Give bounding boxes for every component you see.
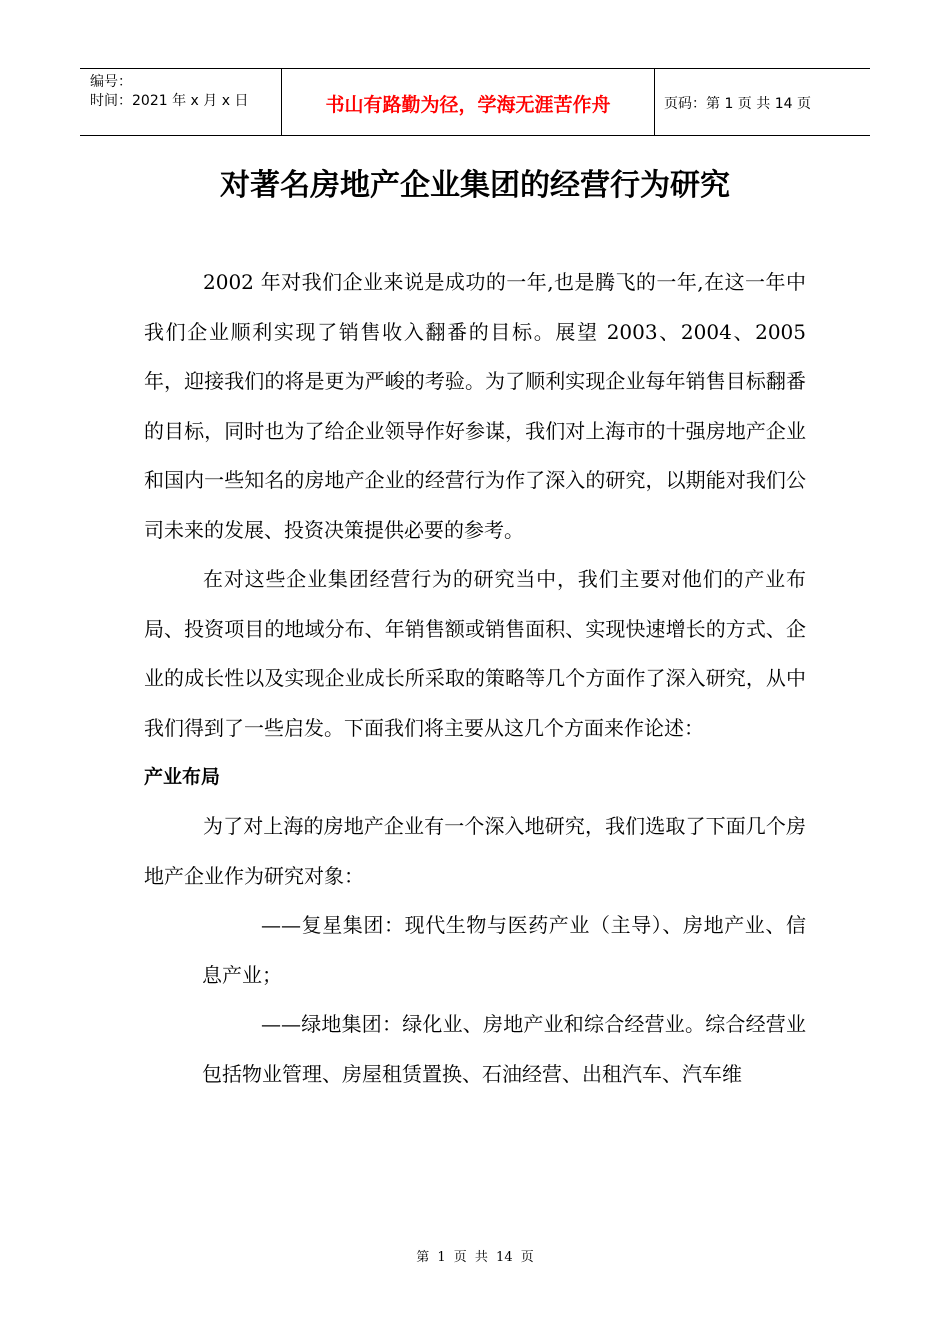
paragraph: 在对这些企业集团经营行为的研究当中，我们主要对他们的产业布局、投资项目的地域分布、年销售额或销售面积、实现快速增长的方式、企业的成长性以及实现企业成长所采取的策略等几个方面作了深入研究，从中我们得到了一些启发。下面我们将主要从这几个方面来作论述： [144, 567, 806, 740]
header-page-info: 页码：第 1 页 共 14 页 [664, 96, 811, 112]
header-divider [654, 69, 655, 135]
document-title: 对著名房地产企业集团的经营行为研究 [220, 168, 730, 203]
header-motto: 书山有路勤为径，学海无涯苦作舟 [325, 93, 611, 116]
list-item: ——复星集团：现代生物与医药产业（主导）、房地产业、信息产业； [202, 913, 806, 987]
document-body [144, 258, 806, 1099]
section-heading: 产业布局 [144, 766, 221, 788]
header-table [80, 68, 870, 136]
page-footer: 第 1 页 共 14 页 [416, 1250, 534, 1265]
paragraph: 为了对上海的房地产企业有一个深入地研究，我们选取了下面几个房地产企业作为研究对象： [144, 814, 806, 888]
list-item: ——绿地集团：绿化业、房地产业和综合经营业。综合经营业包括物业管理、房屋租赁置换、石油经营、出租汽车、汽车维 [202, 1012, 806, 1086]
time-label: 时间：2021 年 x 月 x 日 [90, 93, 249, 109]
number-label: 编号： [90, 74, 132, 90]
paragraph: 2002 年对我们企业来说是成功的一年,也是腾飞的一年,在这一年中我们企业顺利实现了销售收入翻番的目标。展望 2003、2004、2005 年，迎接我们的将是更为严峻的考验。为了顺利实现企业每年销售目标翻番的目标，同时也为了给企业领导作好参谋，我们对上海市的十强房地产企业和国内一些知名的房地产企业的经营行为作了深入的研究，以期能对我们公司未来的发展、投资决策提供必要的参考。 [144, 270, 806, 542]
header-meta [90, 73, 248, 111]
